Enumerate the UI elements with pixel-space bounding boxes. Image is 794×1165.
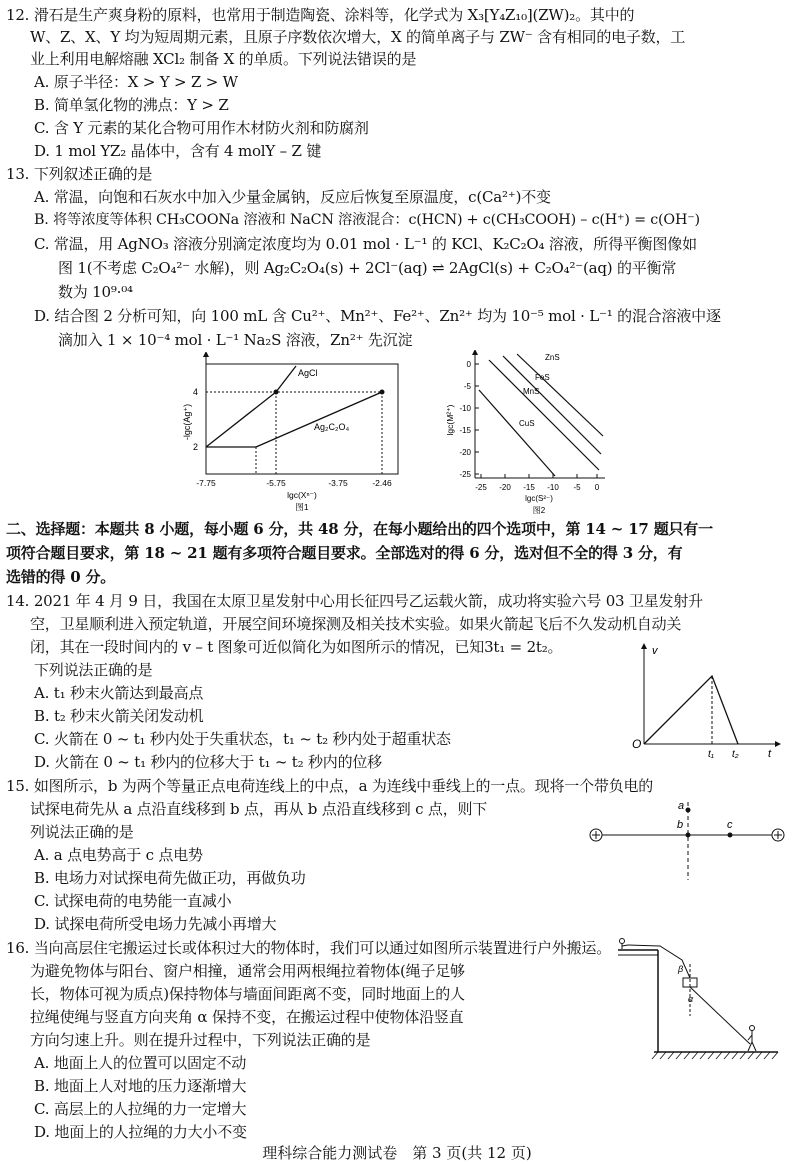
fig2-ytick-5: -25 bbox=[459, 470, 471, 479]
q13-option-c-line2: 图 1(不考虑 C₂O₄²⁻ 水解)，则 Ag₂C₂O₄(s) + 2Cl⁻(aq) ⇌ 2AgCl(s) + C₂O₄²⁻(aq) 的平衡常 bbox=[58, 259, 677, 277]
fig1-ytick-4: 4 bbox=[192, 387, 198, 397]
q12-stem-line2: W、Z、X、Y 均为短周期元素，且原子序数依次增大，X 的简单离子与 ZW⁻ 含有相同的电子数，工 bbox=[30, 28, 686, 46]
q16-stem-line3: 长，物体可视为质点)保持物体与墙面间距离不变，同时地面上的人 bbox=[30, 985, 465, 1003]
fig2-ytick-0: 0 bbox=[466, 360, 471, 369]
q16-option-c: C. 高层上的人拉绳的力一定增大 bbox=[34, 1100, 247, 1118]
fig1-label-agcl: AgCl bbox=[298, 368, 318, 378]
q16-ground-person bbox=[748, 1026, 756, 1052]
q14-vt-graph bbox=[626, 640, 786, 760]
fig1-xtick-3: -3.75 bbox=[328, 478, 348, 488]
q12-stem-line1: 12. 滑石是生产爽身粉的原料，也常用于制造陶瓷、涂料等，化学式为 X₃[Y₄Z₁₀](ZW)₂。其中的 bbox=[6, 6, 635, 24]
fig2-xtick-4: -5 bbox=[573, 483, 581, 492]
q14-t2: t₂ bbox=[732, 749, 739, 760]
q16-option-a: A. 地面上人的位置可以固定不动 bbox=[34, 1054, 247, 1072]
section2-instructions-line3: 选错的得 0 分。 bbox=[6, 568, 116, 586]
fig1-point-ag2c2o4 bbox=[380, 390, 385, 395]
fig2-xtick-3: -10 bbox=[547, 483, 559, 492]
fig1-ylabel: -lgc(Ag⁺) bbox=[182, 403, 192, 441]
fig1-caption: 图1 bbox=[295, 502, 309, 512]
q16-label-beta: β bbox=[678, 964, 684, 974]
q16-stem-line2: 为避免物体与阳台、窗户相撞，通常会用两根绳拉着物体(绳子足够 bbox=[30, 962, 465, 980]
q14-option-c: C. 火箭在 0 ~ t₁ 秒内处于失重状态，t₁ ~ t₂ 秒内处于超重状态 bbox=[34, 730, 451, 748]
fig2-label-mns: MnS bbox=[523, 387, 540, 396]
q15-point-b bbox=[686, 833, 691, 838]
q15-label-b: b bbox=[677, 819, 684, 831]
q15-option-d: D. 试探电荷所受电场力先减小再增大 bbox=[34, 915, 277, 933]
q14-stem-line4: 下列说法正确的是 bbox=[34, 661, 153, 679]
section2-instructions-line2: 项符合题目要求，第 18 ~ 21 题有多项符合题目要求。全部选对的得 6 分，选对但不全的得 3 分，有 bbox=[6, 544, 683, 562]
q13-option-c-line1: C. 常温，用 AgNO₃ 溶液分别滴定浓度均为 0.01 mol · L⁻¹ 的 KCl、K₂C₂O₄ 溶液，所得平衡图像如 bbox=[34, 235, 697, 253]
q13-option-b: B. 将等浓度等体积 CH₃COONa 溶液和 NaCN 溶液混合：c(HCN) + c(CH₃COOH) – c(H⁺) = c(OH⁻) bbox=[34, 212, 700, 228]
figure-1-chart bbox=[178, 352, 418, 514]
q12-stem-line3: 业上利用电解熔融 XCl₂ 制备 X 的单质。下列说法错误的是 bbox=[30, 50, 417, 68]
fig2-caption: 图2 bbox=[532, 506, 546, 515]
q14-vt-line bbox=[644, 676, 738, 744]
fig2-xlabel: lgc(S²⁻) bbox=[525, 494, 553, 503]
q12-option-d: D. 1 mol YZ₂ 晶体中，含有 4 molY – Z 键 bbox=[34, 142, 322, 160]
fig2-ytick-4: -20 bbox=[459, 448, 471, 457]
fig2-xtick-0: -25 bbox=[475, 483, 487, 492]
q15-charge-diagram bbox=[584, 800, 794, 890]
fig2-ytick-3: -15 bbox=[459, 426, 471, 435]
q16-top-person bbox=[620, 939, 629, 950]
fig1-label-ag2c2o4: Ag₂C₂O₄ bbox=[314, 422, 350, 432]
q15-option-c: C. 试探电荷的电势能一直减小 bbox=[34, 892, 232, 910]
q15-stem-line1: 15. 如图所示，b 为两个等量正点电荷连线上的中点，a 为连线中垂线上的一点。现将一个带负电的 bbox=[6, 777, 654, 795]
q15-stem-line2: 试探电荷先从 a 点沿直线移到 b 点，再从 b 点沿直线移到 c 点，则下 bbox=[30, 800, 488, 818]
fig1-xtick-2: -5.75 bbox=[266, 478, 286, 488]
q14-axis-t: t bbox=[768, 748, 772, 760]
q14-option-b: B. t₂ 秒末火箭关闭发动机 bbox=[34, 707, 204, 725]
q16-label-alpha: α bbox=[688, 994, 694, 1004]
fig2-line-fes bbox=[503, 356, 601, 454]
fig2-xtick-5: 0 bbox=[594, 483, 600, 492]
fig1-line-agcl-ext bbox=[276, 366, 296, 392]
q16-option-b: B. 地面上人对地的压力逐渐增大 bbox=[34, 1077, 247, 1095]
fig2-ylabel: lgc(M²⁺) bbox=[445, 404, 455, 436]
fig1-xlabel: lgc(Xⁿ⁻) bbox=[287, 490, 317, 500]
q13-option-d-line1: D. 结合图 2 分析可知，向 100 mL 含 Cu²⁺、Mn²⁺、Fe²⁺、Zn²⁺ 均为 10⁻⁵ mol · L⁻¹ 的混合溶液中逐 bbox=[34, 307, 721, 325]
q15-point-a bbox=[686, 808, 691, 813]
figure-2-chart bbox=[445, 350, 615, 516]
q14-stem-line1: 14. 2021 年 4 月 9 日，我国在太原卫星发射中心用长征四号乙运载火箭，成功将实验六号 03 卫星发射升 bbox=[6, 592, 703, 610]
q14-option-d: D. 火箭在 0 ~ t₁ 秒内的位移大于 t₁ ~ t₂ 秒内的位移 bbox=[34, 753, 382, 771]
fig2-label-zns: ZnS bbox=[545, 353, 560, 362]
q12-option-b: B. 简单氢化物的沸点：Y > Z bbox=[34, 96, 229, 114]
fig2-line-cus bbox=[479, 390, 555, 476]
fig1-point-agcl bbox=[274, 390, 279, 395]
q13-option-a: A. 常温，向饱和石灰水中加入少量金属钠，反应后恢复至原温度，c(Ca²⁺)不变 bbox=[34, 188, 551, 206]
fig1-xtick-4: -2.46 bbox=[372, 478, 392, 488]
q12-option-a: A. 原子半径：X > Y > Z > W bbox=[34, 73, 238, 91]
q14-stem-line2: 空，卫星顺利进入预定轨道，开展空间环境探测及相关技术实验。如果火箭起飞后不久发动机自动关 bbox=[30, 615, 682, 633]
q12-option-c: C. 含 Y 元素的某化合物可用作木材防火剂和防腐剂 bbox=[34, 119, 369, 137]
fig2-xtick-2: -15 bbox=[523, 483, 535, 492]
q16-stem-line1: 16. 当向高层住宅搬运过长或体积过大的物体时，我们可以通过如图所示装置进行户外搬运。 bbox=[6, 939, 612, 957]
fig1-xtick-1: -7.75 bbox=[196, 478, 216, 488]
fig2-label-fes: FeS bbox=[535, 373, 550, 382]
page-footer: 理科综合能力测试卷 第 3 页(共 12 页) bbox=[262, 1144, 532, 1162]
fig1-line-ag2c2o4 bbox=[256, 392, 382, 447]
q15-label-a: a bbox=[678, 800, 685, 812]
fig1-line-agcl bbox=[206, 392, 276, 447]
fig2-label-cus: CuS bbox=[519, 419, 535, 428]
q16-hoist-diagram bbox=[610, 936, 786, 1064]
q15-option-b: B. 电场力对试探电荷先做正功，再做负功 bbox=[34, 869, 306, 887]
q16-stem-line4: 拉绳使绳与竖直方向夹角 α 保持不变，在搬运过程中使物体沿竖直 bbox=[30, 1008, 464, 1026]
q14-t1: t₁ bbox=[708, 749, 714, 760]
q16-stem-line5: 方向匀速上升。则在提升过程中，下列说法正确的是 bbox=[30, 1031, 371, 1049]
section2-instructions-line1: 二、选择题：本题共 8 小题，每小题 6 分，共 48 分，在每小题给出的四个选项中，第 14 ~ 17 题只有一 bbox=[6, 520, 713, 538]
q16-option-d: D. 地面上的人拉绳的力大小不变 bbox=[34, 1123, 247, 1141]
q15-label-c: c bbox=[727, 819, 733, 831]
q13-option-c-line3: 数为 10⁹·⁰⁴ bbox=[58, 283, 133, 301]
q15-right-positive-charge bbox=[772, 829, 784, 841]
q15-stem-line3: 列说法正确的是 bbox=[30, 823, 134, 841]
q14-stem-line3: 闭，其在一段时间内的 v – t 图象可近似简化为如图所示的情况，已知3t₁ = 2t₂。 bbox=[30, 638, 563, 656]
q14-option-a: A. t₁ 秒末火箭达到最高点 bbox=[34, 684, 204, 702]
q13-stem: 13. 下列叙述正确的是 bbox=[6, 165, 153, 183]
q14-axis-v: v bbox=[652, 645, 658, 657]
q15-left-positive-charge bbox=[590, 829, 602, 841]
q15-option-a: A. a 点电势高于 c 点电势 bbox=[34, 846, 203, 864]
q15-point-c bbox=[728, 833, 733, 838]
fig1-ytick-2: 2 bbox=[192, 442, 198, 452]
fig2-ytick-2: -10 bbox=[459, 404, 471, 413]
fig2-ytick-1: -5 bbox=[463, 382, 471, 391]
fig1-frame bbox=[206, 364, 398, 474]
q14-origin: O bbox=[632, 737, 642, 751]
fig2-xtick-1: -20 bbox=[499, 483, 511, 492]
q13-option-d-line2: 滴加入 1 × 10⁻⁴ mol · L⁻¹ Na₂S 溶液，Zn²⁺ 先沉淀 bbox=[58, 331, 413, 349]
